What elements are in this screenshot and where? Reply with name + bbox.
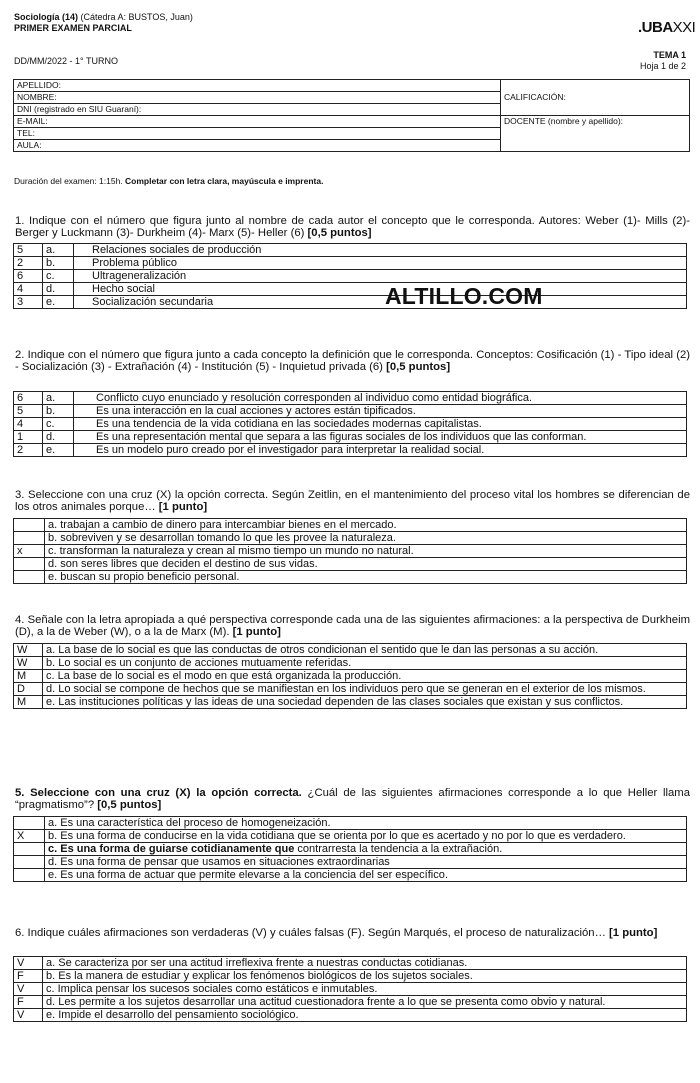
answer-cell[interactable]: M [14,670,43,683]
question-6-points: [1 punto] [609,927,658,939]
letter-cell: e. [43,296,74,309]
table-row [14,257,687,270]
answer-cell[interactable]: V [14,1009,43,1022]
exam-title: PRIMER EXAMEN PARCIAL [14,23,132,33]
question-1 [15,215,690,239]
watermark: ALTILLO.COM [385,283,543,309]
question-4-table [13,643,687,709]
table-row [14,830,687,843]
option-text: c. transforman la naturaleza y crean al mismo tiempo un mundo no natural. [45,545,687,558]
option-text [45,830,687,843]
option-text-bold: c. Es una forma de guiarse cotidianamente que [48,843,295,855]
question-5 [15,787,690,811]
question-5-text: ¿Cuál de las siguientes afirmaciones corresponde a lo que Heller llama “pragmatismo”? [15,787,690,811]
table-row [14,856,687,869]
answer-cell[interactable]: V [14,957,43,970]
table-row [14,532,687,545]
question-2-table [13,391,687,457]
option-text: d. Lo social se compone de hechos que se manifiestan en los individuos pero que se generan en el exterior de los mismos. [43,683,687,696]
answer-cell[interactable] [14,519,45,532]
letter-cell: c. [43,270,74,283]
answer-cell[interactable]: x [14,545,45,558]
uba-logo [638,19,695,36]
option-text: a. La base de lo social es que las conductas de otros condicionan el sentido que le dan las personas a su acción. [43,644,687,657]
letter-cell: c. [43,418,74,431]
field-dni[interactable]: DNI (registrado en SIU Guaraní): [14,104,501,116]
answer-cell[interactable]: 6 [14,392,43,405]
option-text: d. son seres libres que deciden el destino de sus vidas. [45,558,687,571]
answer-cell[interactable] [14,532,45,545]
table-row [14,545,687,558]
table-row [14,869,687,882]
answer-cell[interactable] [14,571,45,584]
option-text: e. buscan su propio beneficio personal. [45,571,687,584]
hoja-label: Hoja 1 de 2 [639,61,686,71]
question-4-points: [1 punto] [232,626,281,638]
answer-cell[interactable]: 2 [14,444,43,457]
field-apellido[interactable]: APELLIDO: [14,80,501,92]
course-name: Sociología (14) [14,12,79,22]
question-3 [15,489,690,513]
course-line [14,12,193,23]
option-text: b. sobreviven y se desarrollan tomando lo que les provee la naturaleza. [45,532,687,545]
option-text: Es una tendencia de la vida cotidiana en las sociedades modernas capitalistas. [74,418,687,431]
option-text [45,856,687,869]
letter-cell: b. [43,405,74,418]
question-2-points: [0,5 puntos] [386,361,451,373]
table-row [14,683,687,696]
option-text: b. Lo social es un conjunto de acciones mutuamente referidas. [43,657,687,670]
table-row [14,1009,687,1022]
table-row [14,571,687,584]
student-info-box [13,79,690,152]
question-6 [15,927,690,939]
logo-suffix: XXI [672,19,696,36]
field-nombre[interactable]: NOMBRE: [14,92,501,104]
answer-cell[interactable] [14,558,45,571]
option-text [45,869,687,882]
answer-cell[interactable]: X [14,830,45,843]
answer-cell[interactable]: V [14,983,43,996]
table-row [14,270,687,283]
question-1-text: 1. Indique con el número que figura junto al nombre de cada autor el concepto que le corresponda. Autores: Weber (1)- Mills (2)- Berger y Luckmann (3)- Durkheim (4)- Marx (5)- Heller (6) [15,215,690,239]
option-text: c. Implica pensar los sucesos sociales como estáticos e inmutables. [43,983,687,996]
option-text-rest: e. Es una forma de actuar que permite elevarse a la conciencia del ser específico. [48,869,448,881]
option-text: c. La base de lo social es el modo en que está organizada la producción. [43,670,687,683]
table-row [14,296,687,309]
answer-cell[interactable]: 2 [14,257,43,270]
table-row [14,418,687,431]
question-3-points: [1 punto] [158,501,208,513]
answer-cell[interactable]: D [14,683,43,696]
date-shift: DD/MM/2022 - 1° TURNO [14,56,118,66]
question-1-points: [0,5 puntos] [307,227,372,239]
table-row [14,644,687,657]
question-5-points: [0,5 puntos] [97,799,162,811]
table-row [14,983,687,996]
question-2-text: 2. Indique con el número que figura junto a cada concepto la definición que le corresponda. Conceptos: Cosificación (1) - Tipo ideal (2) - Socialización (3) - Extrañación (4) - Institución (5) - Inquietud privada (6) [15,349,690,373]
option-text: a. trabajan a cambio de dinero para intercambiar bienes en el mercado. [45,519,687,532]
field-tel[interactable]: TEL: [14,128,501,140]
course-chair: (Cátedra A: BUSTOS, Juan) [78,12,193,22]
option-text [45,843,687,856]
answer-cell[interactable]: 4 [14,283,43,296]
letter-cell: b. [43,257,74,270]
answer-cell[interactable]: W [14,644,43,657]
option-text-rest: d. Es una forma de pensar que usamos en situaciones extraordinarias [48,856,390,868]
letter-cell: e. [43,444,74,457]
option-text: Relaciones sociales de producción [74,244,687,257]
table-row [14,444,687,457]
answer-cell[interactable]: W [14,657,43,670]
question-6-table [13,956,687,1022]
field-aula[interactable]: AULA: [14,140,501,152]
answer-cell[interactable]: 6 [14,270,43,283]
option-text-rest: b. Es una forma de conducirse en la vida cotidiana que se orienta por lo que es acertado y no por lo que es verdadero. [48,830,626,842]
option-text: e. Las instituciones políticas y las ideas de una sociedad dependen de las clases sociales que existan y sus conflictos. [43,696,687,709]
option-text: Es un modelo puro creado por el investigador para interpretar la realidad social. [74,444,687,457]
question-4 [15,614,690,638]
option-text: d. Les permite a los sujetos desarrollar una actitud cuestionadora frente a lo que se presenta como obvio y natural. [43,996,687,1009]
option-text [45,817,687,830]
option-text: Hecho social [74,283,687,296]
duration-text: Duración del examen: 1:15h. [14,176,126,186]
table-row [14,996,687,1009]
letter-cell: d. [43,431,74,444]
question-2 [15,349,690,373]
question-6-text: 6. Indique cuáles afirmaciones son verdaderas (V) y cuáles falsas (F). Según Marqués, el proceso de naturalización… [15,927,610,939]
table-row [14,392,687,405]
answer-cell[interactable]: M [14,696,43,709]
answer-cell[interactable]: F [14,996,43,1009]
answer-cell[interactable]: F [14,970,43,983]
table-row [14,696,687,709]
docente-cell: DOCENTE (nombre y apellido): [501,116,690,152]
answer-cell[interactable]: 4 [14,418,43,431]
question-1-table [13,243,687,309]
letter-cell: d. [43,283,74,296]
table-row [14,817,687,830]
table-row [14,431,687,444]
question-3-table [13,518,687,584]
tema-label: TEMA 1 [653,50,686,60]
exam-instructions [14,176,323,187]
table-row [14,244,687,257]
table-row [14,405,687,418]
table-row [14,657,687,670]
table-row [14,519,687,532]
complete-instructions: Completar con letra clara, mayúscula e imprenta. [125,176,324,186]
option-text: Ultrageneralización [74,270,687,283]
option-text: Problema público [74,257,687,270]
answer-cell[interactable] [14,869,45,882]
calificacion-cell: CALIFICACIÓN: [501,80,690,116]
question-3-text: 3. Seleccione con una cruz (X) la opción correcta. Según Zeitlin, en el mantenimiento del proceso vital los hombres se diferencian de los otros animales porque… [15,489,690,513]
option-text: b. Es la manera de estudiar y explicar los fenómenos biológicos de los sujetos sociales. [43,970,687,983]
letter-cell: a. [43,244,74,257]
table-row [14,558,687,571]
question-5-instruction: 5. Seleccione con una cruz (X) la opción correcta. [15,787,302,799]
option-text: a. Se caracteriza por ser una actitud irreflexiva frente a nuestras conductas cotidianas. [43,957,687,970]
logo-main: .UBA [638,19,673,36]
table-row [14,283,687,296]
option-text: Es una interacción en la cual acciones y actores están tipificados. [74,405,687,418]
answer-cell[interactable]: 3 [14,296,43,309]
table-row [14,970,687,983]
question-4-text: 4. Señale con la letra apropiada a qué perspectiva corresponde cada una de las siguientes afirmaciones: a la perspectiva de Durkheim (D), a la de Weber (W), o a la de Marx (M). [15,614,690,638]
option-text: e. Impide el desarrollo del pensamiento sociológico. [43,1009,687,1022]
answer-cell[interactable]: 1 [14,431,43,444]
option-text: Es una representación mental que separa a las figuras sociales de los individuos que las conforman. [74,431,687,444]
answer-cell[interactable] [14,843,45,856]
option-text-rest: contrarresta la tendencia a la extrañación. [294,843,503,855]
option-text: Socialización secundaria [74,296,687,309]
table-row [14,843,687,856]
letter-cell: a. [43,392,74,405]
field-email[interactable]: E-MAIL: [14,116,501,128]
question-5-table [13,816,687,882]
option-text: Conflicto cuyo enunciado y resolución corresponden al individuo como entidad biográfica. [74,392,687,405]
answer-cell[interactable] [14,856,45,869]
answer-cell[interactable]: 5 [14,405,43,418]
table-row [14,957,687,970]
answer-cell[interactable] [14,817,45,830]
answer-cell[interactable]: 5 [14,244,43,257]
option-text-rest: a. Es una característica del proceso de homogeneización. [48,817,331,829]
table-row [14,670,687,683]
